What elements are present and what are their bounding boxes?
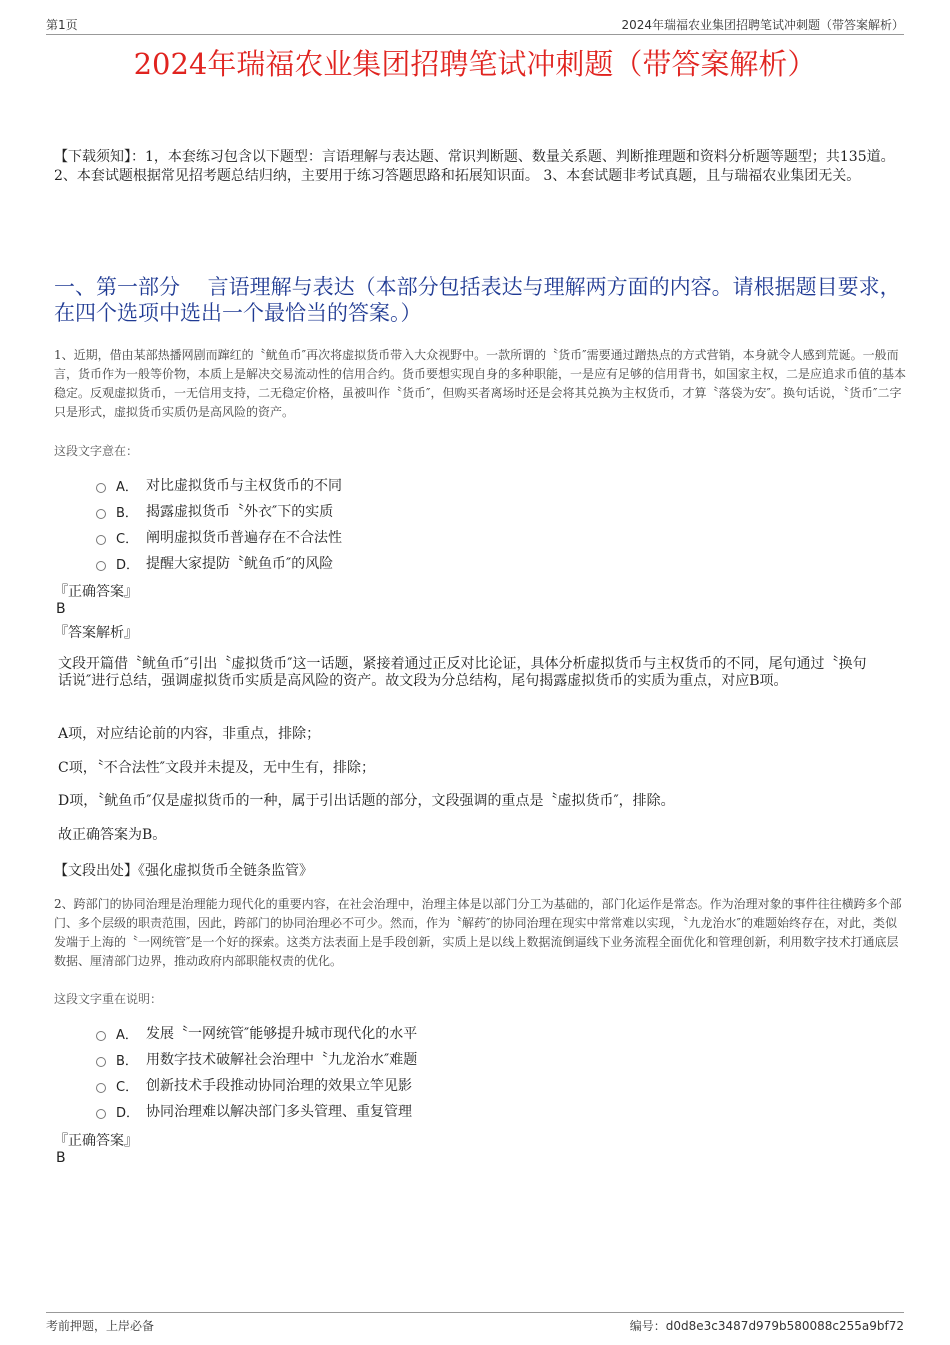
- question-1-options: [96, 472, 342, 576]
- footer-slogan: 考前押题，上岸必备: [46, 1319, 155, 1333]
- page-number: 第1页: [46, 18, 78, 32]
- question-1-text: 1、近期，借由某部热播网剧而蹿红的〝鱿鱼币″再次将虚拟货币带入大众视野中。一款所谓的〝货币″需要通过蹭热点的方式营销，本身就令人感到荒诞。一般而言，货币作为一般等价物，本质上是解决交易流动性的信用合约。货币要想实现自身的多种职能，一是应有足够的信用背书，如国家主权，二是应追求币值的基本稳定。反观虚拟货币，一无信用支持，二无稳定价格，虽被叫作〝货币″，但购买者离场时还是会将其兑换为主权货币，才算〝落袋为安″。换句话说，〝货币″二字只是形式，虚拟货币实质仍是高风险的资产。: [54, 348, 907, 419]
- analysis-paragraph: A项，对应结论前的内容，非重点，排除；: [58, 726, 321, 742]
- page-footer: [46, 1312, 904, 1337]
- option-text: 提醒大家提防〝鱿鱼币″的风险: [146, 556, 334, 572]
- radio-icon[interactable]: [96, 1031, 106, 1041]
- document-id: 编号：d0d8e3c3487d979b580088c255a9bf72: [629, 1319, 904, 1333]
- option-text: 阐明虚拟货币普遍存在不合法性: [146, 530, 342, 546]
- radio-icon[interactable]: [96, 483, 106, 493]
- option-a[interactable]: A． 发展〝一网统管″能够提升城市现代化的水平: [96, 1020, 417, 1046]
- option-b[interactable]: B． 揭露虚拟货币〝外衣″下的实质: [96, 498, 342, 524]
- option-text: 揭露虚拟货币〝外衣″下的实质: [146, 504, 334, 520]
- option-d[interactable]: D． 协同治理难以解决部门多头管理、重复管理: [96, 1098, 417, 1124]
- answer-label: 『正确答案』: [54, 1133, 138, 1149]
- radio-icon[interactable]: [96, 1083, 106, 1093]
- analysis-paragraph: C项，〝不合法性″文段并未提及，无中生有，排除；: [58, 760, 375, 776]
- header-doc-title: 2024年瑞福农业集团招聘笔试冲刺题（带答案解析）: [621, 18, 904, 32]
- radio-icon[interactable]: [96, 535, 106, 545]
- download-notice: 【下载须知】：1，本套练习包含以下题型：言语理解与表达题、常识判断题、数量关系题、判断推理题和资料分析题等题型；共135道。 2、本套试题根据常见招考题总结归纳，主要用于练习答题思路和拓展知识面。 3、本套试题非考试真题，且与瑞福农业集团无关。: [54, 149, 895, 184]
- analysis-label: 『答案解析』: [54, 625, 138, 641]
- source-citation: 【文段出处】《强化虚拟货币全链条监管》: [54, 863, 313, 879]
- section-heading: 一、第一部分 言语理解与表达（本部分包括表达与理解两方面的内容。请根据题目要求，在四个选项中选出一个最恰当的答案。）: [54, 275, 901, 325]
- radio-icon[interactable]: [96, 1057, 106, 1067]
- answer-value: B: [56, 1150, 66, 1166]
- answer-label: 『正确答案』: [54, 584, 138, 600]
- answer-value: B: [56, 601, 66, 617]
- question-1-prompt: 这段文字意在：: [54, 444, 139, 458]
- radio-icon[interactable]: [96, 509, 106, 519]
- option-c[interactable]: C． 创新技术手段推动协同治理的效果立竿见影: [96, 1072, 417, 1098]
- analysis-paragraph: 文段开篇借〝鱿鱼币″引出〝虚拟货币″这一话题，紧接着通过正反对比论证，具体分析虚拟货币与主权货币的不同，尾句通过〝换句话说″进行总结，强调虚拟货币实质是高风险的资产。故文段为分总结构，尾句揭露虚拟货币的实质为重点，对应B项。: [58, 656, 867, 689]
- option-text: 协同治理难以解决部门多头管理、重复管理: [146, 1104, 412, 1120]
- question-2-prompt: 这段文字重在说明：: [54, 992, 163, 1006]
- question-2-options: [96, 1020, 417, 1124]
- option-d[interactable]: D． 提醒大家提防〝鱿鱼币″的风险: [96, 550, 342, 576]
- document-title: 2024年瑞福农业集团招聘笔试冲刺题（带答案解析）: [133, 47, 817, 81]
- radio-icon[interactable]: [96, 1109, 106, 1119]
- page-header: [46, 14, 904, 35]
- analysis-paragraph: D项，〝鱿鱼币″仅是虚拟货币的一种，属于引出话题的部分，文段强调的重点是〝虚拟货币″，排除。: [58, 793, 675, 809]
- option-text: 创新技术手段推动协同治理的效果立竿见影: [146, 1078, 412, 1094]
- option-b[interactable]: B． 用数字技术破解社会治理中〝九龙治水″难题: [96, 1046, 417, 1072]
- radio-icon[interactable]: [96, 561, 106, 571]
- question-2-text: 2、跨部门的协同治理是治理能力现代化的重要内容，在社会治理中，治理主体是以部门分工为基础的，部门化运作是常态。作为治理对象的事件往往横跨多个部门、多个层级的职责范围，因此，跨部门的协同治理必不可少。然而，作为〝解药″的协同治理在现实中常常难以实现，〝九龙治水″的难题始终存在，对此，类似发端于上海的〝一网统管″是一个好的探索。这类方法表面上是手段创新，实质上是以线上数据流倒逼线下业务流程全面优化和管理创新，利用数字技术打通底层数据、厘清部门边界，推动政府内部职能权责的优化。: [54, 897, 902, 968]
- analysis-conclusion: 故正确答案为B。: [58, 827, 167, 843]
- option-c[interactable]: C． 阐明虚拟货币普遍存在不合法性: [96, 524, 342, 550]
- option-text: 对比虚拟货币与主权货币的不同: [146, 478, 342, 494]
- option-text: 发展〝一网统管″能够提升城市现代化的水平: [146, 1026, 418, 1042]
- option-text: 用数字技术破解社会治理中〝九龙治水″难题: [146, 1052, 418, 1068]
- option-a[interactable]: A． 对比虚拟货币与主权货币的不同: [96, 472, 342, 498]
